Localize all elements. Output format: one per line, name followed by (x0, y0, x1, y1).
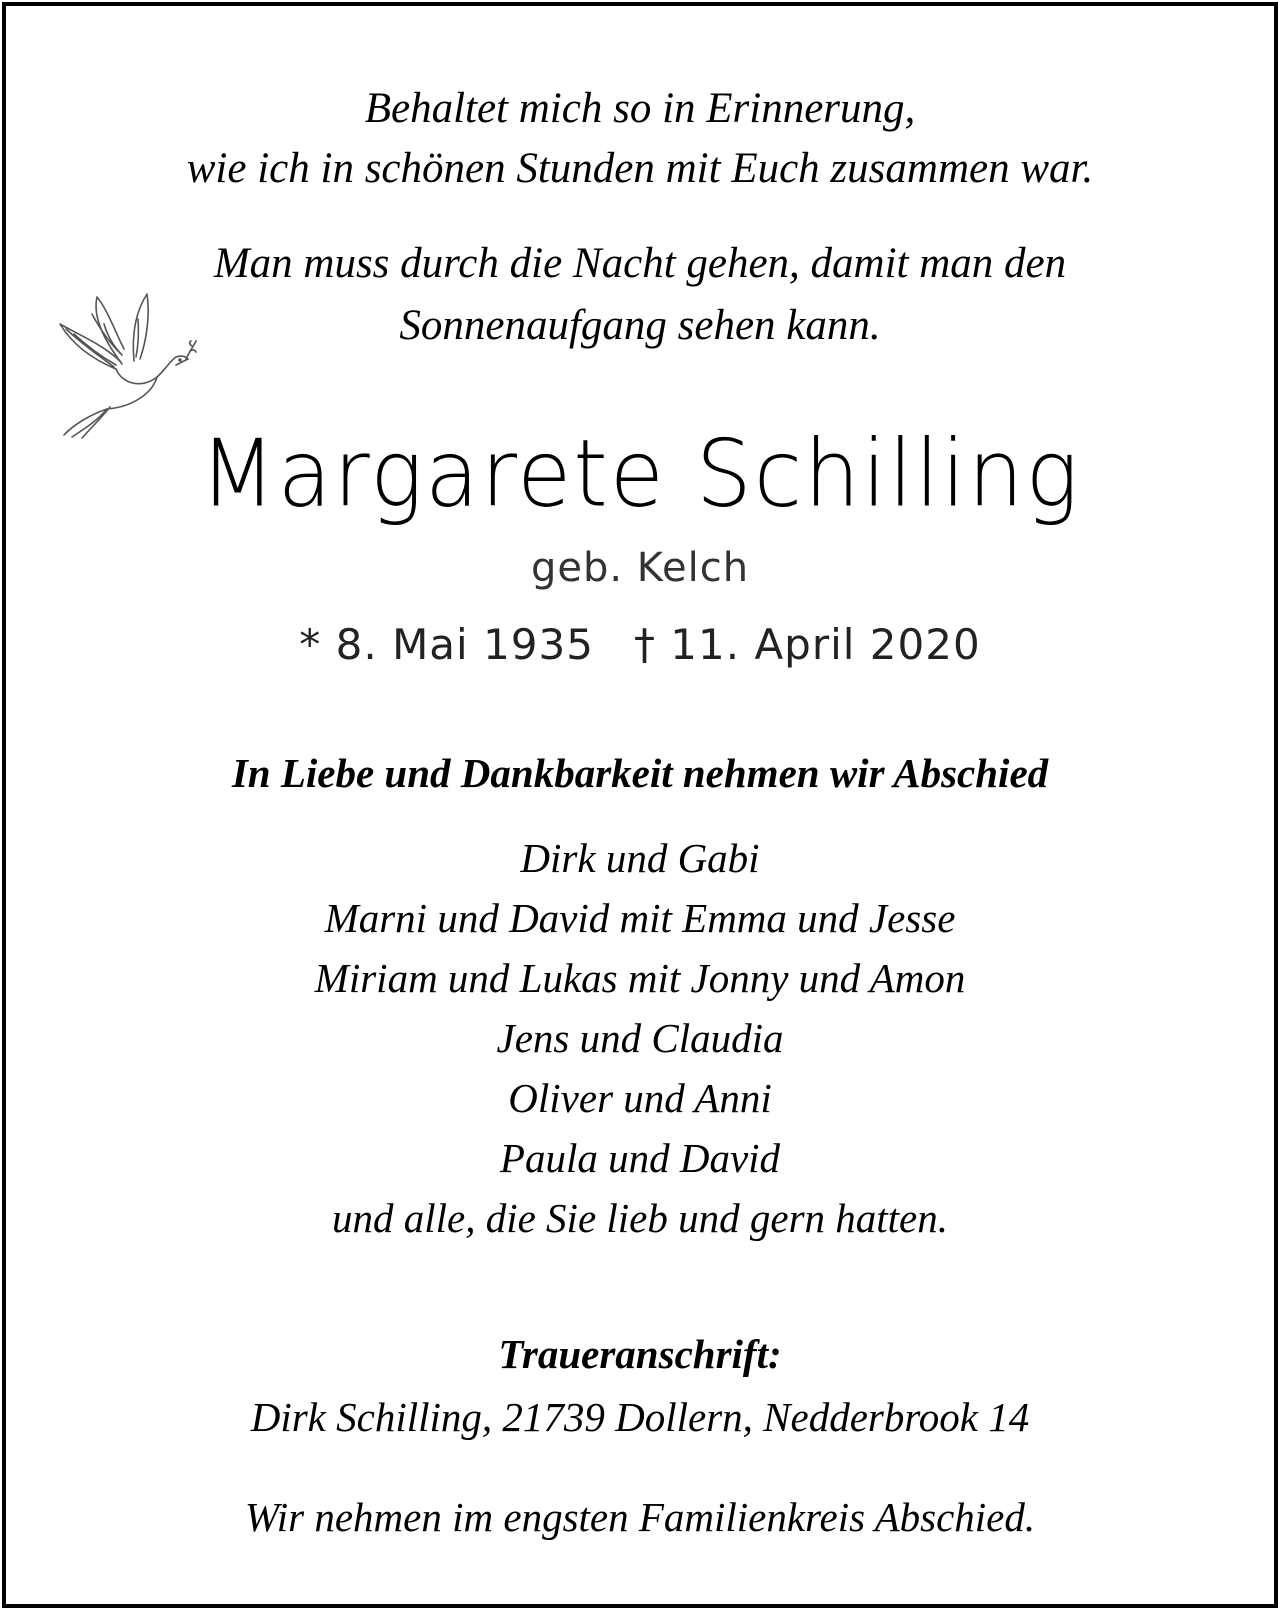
quote-line-4: Sonnenaufgang sehen kann. (399, 302, 881, 349)
quote-line-2: wie ich in schönen Stunden mit Euch zusammen war. (186, 145, 1094, 192)
birth-date: * 8. Mai 1935 (299, 620, 594, 669)
birth-name: geb. Kelch (530, 545, 750, 591)
family-member: Miriam und Lukas mit Jonny und Amon (314, 955, 966, 1001)
family-member: Paula und David (499, 1135, 781, 1181)
quote-line-3: Man muss durch die Nacht gehen, damit man den (213, 240, 1067, 287)
family-member: Jens und Claudia (496, 1015, 784, 1061)
family-list (6, 828, 1274, 1248)
family-member: und alle, die Sie lieb und gern hatten. (331, 1195, 949, 1241)
family-member: Dirk und Gabi (520, 835, 760, 881)
family-member: Marni und David mit Emma und Jesse (324, 895, 956, 941)
deceased-name: Margarete Schilling (199, 419, 1081, 528)
death-date: † 11. April 2020 (633, 620, 981, 669)
life-dates (6, 618, 1274, 672)
farewell-heading: In Liebe und Dankbarkeit nehmen wir Abschied (231, 750, 1049, 796)
dove-icon (52, 289, 197, 439)
family-member: Oliver und Anni (508, 1075, 772, 1121)
obituary-card (2, 2, 1278, 1608)
closing-note: Wir nehmen im engsten Familienkreis Abschied. (244, 1494, 1036, 1540)
address-label: Traueranschrift: (498, 1331, 782, 1377)
quote-line-1: Behaltet mich so in Erinnerung, (364, 85, 916, 132)
address-value: Dirk Schilling, 21739 Dollern, Nedderbrook 14 (250, 1394, 1030, 1440)
